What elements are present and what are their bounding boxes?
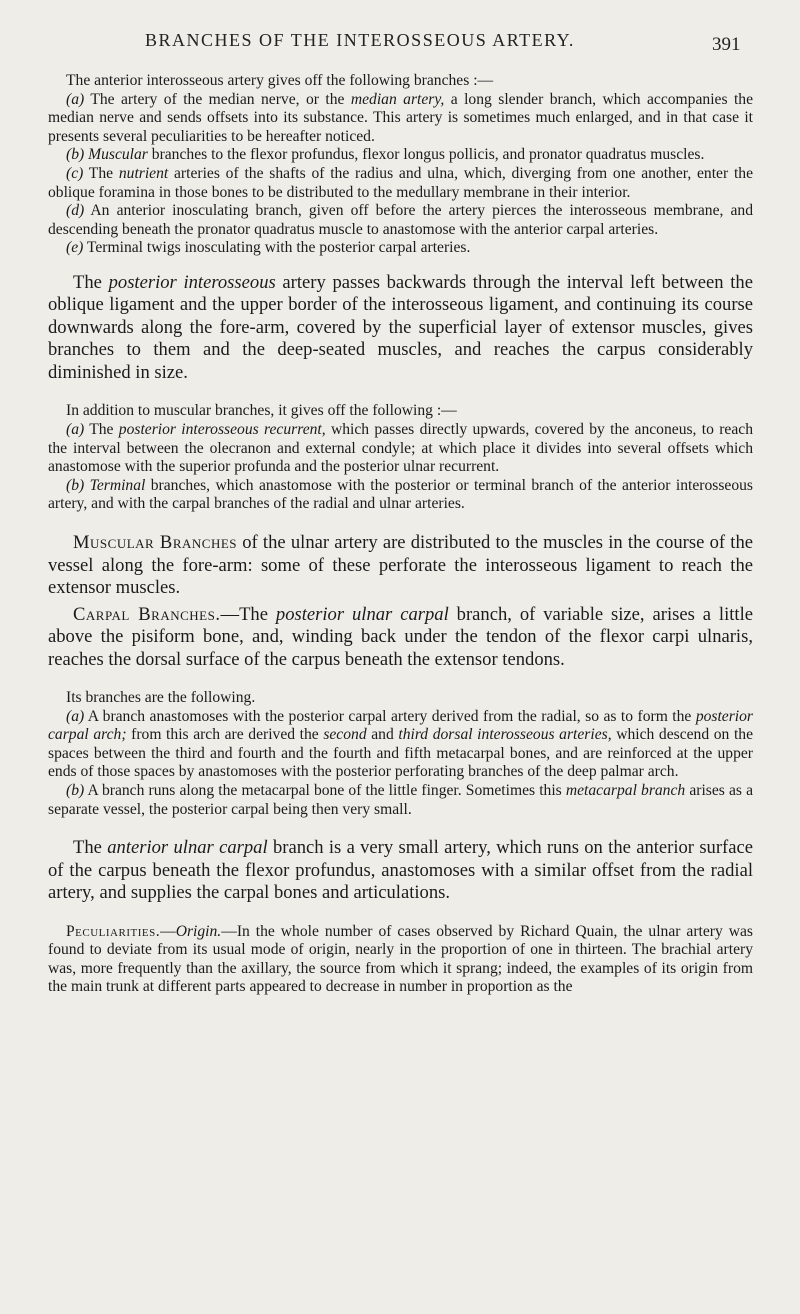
emphasis: posterior interosseous recurrent, bbox=[118, 421, 326, 439]
emphasis: metacarpal branch bbox=[565, 781, 686, 799]
item-label: (c) bbox=[66, 164, 84, 182]
text: The bbox=[73, 837, 108, 859]
emphasis: anterior ulnar carpal bbox=[107, 837, 268, 859]
emphasis: third dorsal interosseous arteries, bbox=[398, 726, 612, 744]
section-heading: Muscular Branches bbox=[73, 532, 238, 553]
text: A branch runs along the metacarpal bone of the little finger. Sometimes this bbox=[84, 781, 566, 799]
text: — bbox=[160, 922, 176, 940]
text: —The bbox=[220, 603, 276, 625]
emphasis: median artery, bbox=[350, 90, 445, 108]
text: arises as a separate vessel, the posterior carpal being then very small. bbox=[48, 781, 753, 818]
carpal-branches-intro: Its branches are the following. bbox=[66, 689, 256, 706]
anterior-branch-b bbox=[48, 146, 753, 165]
text: The bbox=[73, 271, 109, 293]
emphasis: posterior carpal arch; bbox=[48, 707, 753, 744]
section-heading: Carpal Branches. bbox=[73, 603, 221, 625]
item-label: (b) bbox=[66, 781, 85, 799]
item-label: (a) bbox=[66, 90, 85, 108]
emphasis: Terminal bbox=[89, 476, 146, 494]
emphasis: Muscular bbox=[88, 146, 148, 164]
text: branches to the flexor profundus, flexor longus pollicis, and pronator quadratus muscles. bbox=[147, 146, 705, 164]
item-label: (a) bbox=[66, 421, 85, 439]
text: The artery of the median nerve, or the bbox=[84, 90, 351, 108]
posterior-branch-b bbox=[48, 477, 753, 514]
section-heading: Peculiarities. bbox=[66, 922, 161, 940]
emphasis: second bbox=[323, 726, 367, 744]
anterior-branch-d bbox=[48, 202, 753, 239]
text: which passes directly upwards, covered by the anconeus, to reach the interval between the olecranon and external condyle; at which place it divides into several offsets which anastomose with the superior profunda and the posterior ulnar recurrent. bbox=[48, 421, 753, 476]
emphasis: Origin. bbox=[175, 922, 222, 940]
carpal-branch-a bbox=[48, 708, 753, 782]
carpal-branches-paragraph bbox=[48, 604, 753, 672]
text: arteries of the shafts of the radius and ulna, which, diverging from one another, enter the oblique foramina in those bones to be distributed to the medullary membrane in their interior. bbox=[48, 164, 753, 201]
anterior-ulnar-carpal-paragraph bbox=[48, 837, 753, 905]
item-label: (a) bbox=[66, 707, 85, 725]
item-label: (b) bbox=[66, 146, 85, 164]
running-title: BRANCHES OF THE INTEROSSEOUS ARTERY. bbox=[145, 30, 575, 50]
item-label: (b) bbox=[66, 476, 85, 494]
emphasis: posterior interosseous bbox=[108, 271, 276, 293]
text: branch is a very small artery, which runs on the anterior surface of the carpus beneath the flexor profundus, anastomoses with a similar offset from the radial artery, and supplies the carpal bones and articulations. bbox=[48, 837, 753, 904]
emphasis: nutrient bbox=[118, 164, 169, 182]
text: which descend on the spaces between the third and fourth and the fourth and fifth metacarpal bones, and are reinforced at the upper ends of those spaces by anastomoses with the posterior perforating branches of the deep palmar arch. bbox=[48, 726, 754, 781]
page-number: 391 bbox=[712, 34, 741, 55]
posterior-interosseous-paragraph bbox=[48, 272, 753, 385]
item-label: (e) bbox=[66, 239, 84, 257]
text: branches, which anastomose with the posterior or terminal branch of the anterior interosseous artery, and with the carpal branches of the radial and ulnar arteries. bbox=[48, 476, 753, 513]
posterior-branches-intro: In addition to muscular branches, it gives off the following :— bbox=[66, 402, 457, 420]
text: branch, of variable size, arises a little above the pisiform bone, and, winding back under the tendon of the flexor carpi ulnaris, reaches the dorsal surface of the carpus beneath the extensor tendons. bbox=[48, 603, 754, 670]
page-header bbox=[0, 30, 800, 58]
text: A branch anastomoses with the posterior carpal artery derived from the radial, so as to form the bbox=[84, 707, 696, 725]
text: Terminal twigs inosculating with the posterior carpal arteries. bbox=[83, 239, 471, 257]
anterior-branch-e bbox=[48, 239, 753, 258]
item-label: (d) bbox=[66, 202, 85, 220]
text: a long slender branch, which accompanies the median nerve and sends offsets into its substance. This artery is sometimes much enlarged, and in that case it presents several peculiarities to be hereafter noticed. bbox=[48, 90, 753, 145]
text: An anterior inosculating branch, given off before the artery pierces the interosseous membrane, and descending beneath the pronator quadratus muscle to anastomose with the anterior carpal arteries. bbox=[48, 202, 753, 238]
carpal-branch-b bbox=[48, 782, 753, 819]
text: —In the whole number of cases observed by Richard Quain, the ulnar artery was found to deviate from its usual mode of origin, nearly in the proportion of one in thirteen. The brachial artery was, more frequently than the axillary, the source from which it sprang; indeed, the examples of its origin from the main trunk at different parts appeared to decrease in number in proportion as the bbox=[48, 922, 753, 996]
peculiarities-paragraph bbox=[48, 923, 753, 997]
muscular-branches-paragraph bbox=[48, 532, 753, 600]
anterior-branch-a bbox=[48, 91, 753, 147]
emphasis: posterior ulnar carpal bbox=[275, 603, 449, 625]
text: from this arch are derived the bbox=[126, 726, 324, 744]
page-body bbox=[48, 72, 753, 997]
text: The bbox=[83, 164, 119, 182]
text: artery passes backwards through the interval left between the oblique ligament and the upper border of the interosseous ligament, and continuing its course downwards along the fore-arm, covered by the superficial layer of extensor muscles, gives branches to them and the deep-seated muscles, and reaches the carpus considerably diminished in size. bbox=[48, 271, 753, 383]
posterior-branch-a bbox=[48, 421, 753, 477]
text: of the ulnar artery are distributed to the muscles in the course of the vessel along the fore-arm: some of these perforate the interosseous ligament to reach the extensor muscles. bbox=[48, 532, 753, 598]
anterior-branch-c bbox=[48, 165, 753, 202]
anterior-intro: The anterior interosseous artery gives off the following branches :— bbox=[66, 72, 494, 89]
text: The bbox=[84, 421, 119, 439]
text: and bbox=[366, 726, 399, 744]
